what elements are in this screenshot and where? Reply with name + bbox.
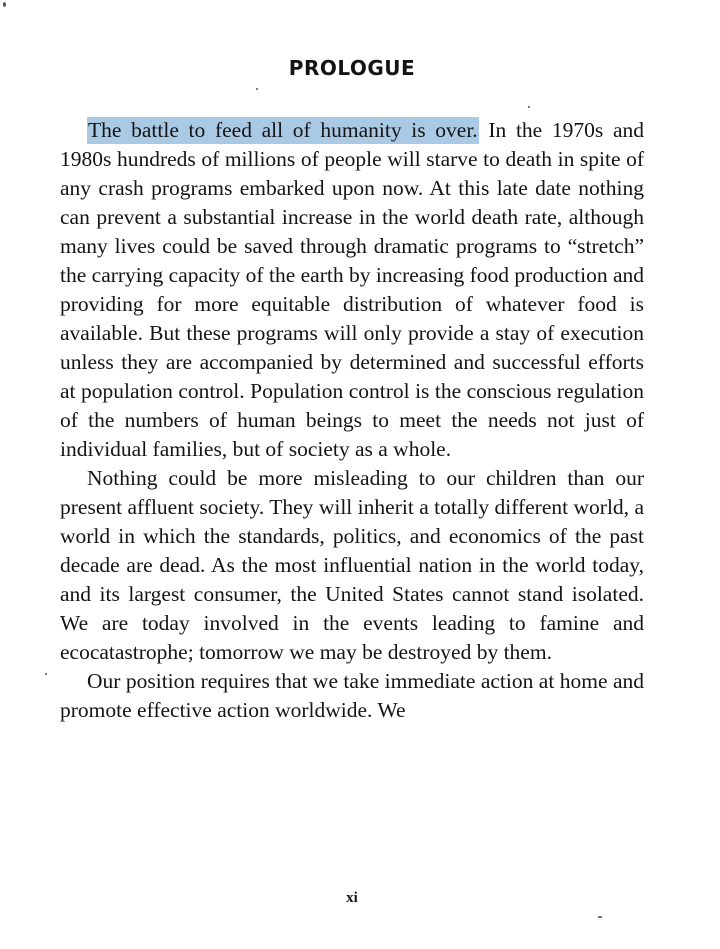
scan-speck: [45, 673, 47, 675]
paragraph-3: Our position requires that we take immediate action at home and promote effective action worldwide. We: [60, 669, 644, 722]
page-number: xi: [346, 890, 358, 906]
prologue-text: [60, 116, 644, 725]
page-title: PROLOGUE: [288, 56, 416, 80]
highlighted-sentence[interactable]: The battle to feed all of humanity is over.: [88, 118, 478, 142]
scan-speck: [256, 88, 258, 90]
paragraph-2: Nothing could be more misleading to our children than our present affluent society. They will inherit a totally different world, a world in which the standards, politics, and economics of the past decade are dead. As the most influential nation in the world today, and its largest consumer, the United States cannot stand isolated. We are today involved in the events leading to famine and ecocatastrophe; tomorrow we may be destroyed by them.: [60, 466, 644, 664]
paragraph-1: [60, 116, 644, 464]
scan-speck: [3, 2, 6, 7]
paragraph-1-text: In the 1970s and 1980s hundreds of millions of people will starve to death in spite of any crash programs embarked upon now. At this late date nothing can prevent a substantial increase in the world death rate, although many lives could be saved through dramatic programs to “stretch” the carrying capacity of the earth by increasing food production and providing for more equitable distribution of whatever food is available. But these programs will only provide a stay of execution unless they are accompanied by determined and successful efforts at population control. Population control is the conscious regulation of the numbers of human beings to meet the needs not just of individual families, but of society as a whole.: [60, 118, 644, 461]
scan-speck: [528, 106, 530, 108]
scan-speck: [598, 916, 602, 918]
